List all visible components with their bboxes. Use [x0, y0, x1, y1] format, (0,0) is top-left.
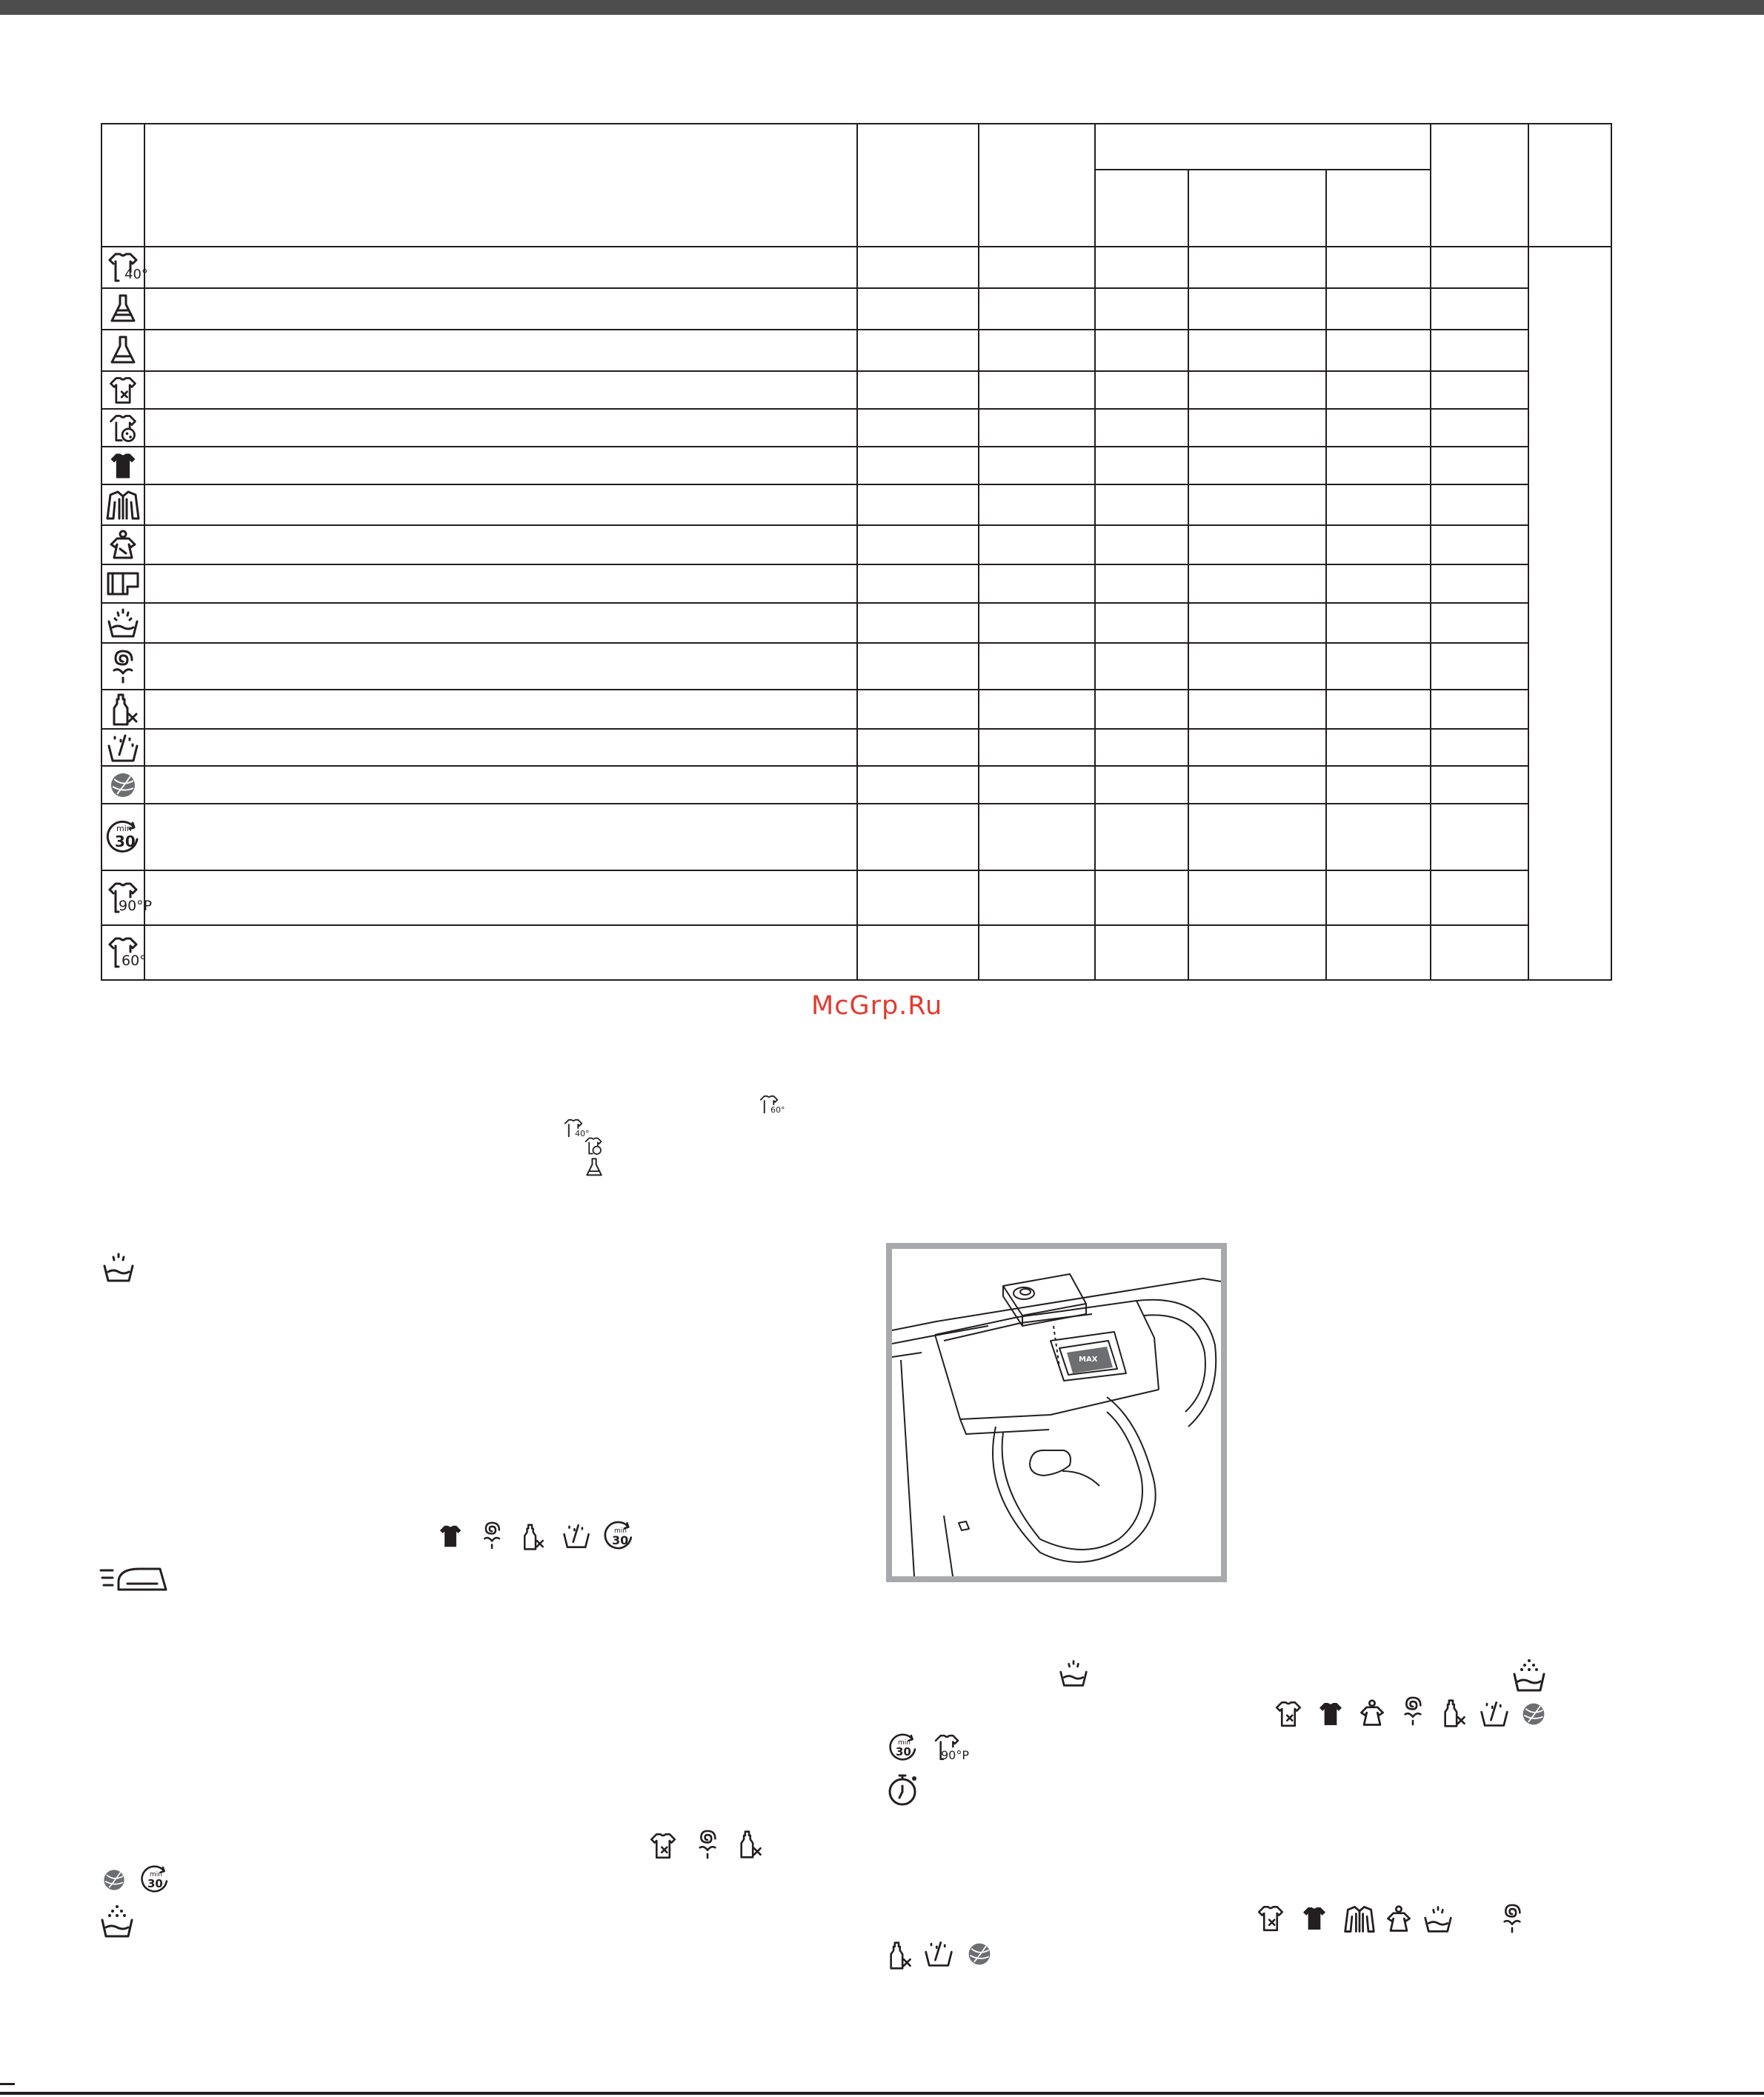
iron-steam-icon	[98, 1561, 169, 1597]
min30-icon	[602, 1518, 636, 1553]
shirt-40-label: 40°	[124, 267, 148, 282]
hand-wash-icon	[1421, 1904, 1455, 1935]
timer-icon	[885, 1770, 922, 1809]
towels-icon	[102, 565, 144, 602]
baby-bottle-icon	[733, 1825, 765, 1864]
flask-icon	[102, 330, 144, 370]
table-row-line	[101, 803, 1529, 804]
max-label: MAX	[1079, 1356, 1098, 1364]
dress-icon	[1382, 1901, 1415, 1938]
shirt-90p-label: 90°P	[941, 1748, 970, 1762]
table-col-line	[1325, 169, 1327, 981]
shirt-dirt-icon	[581, 1135, 606, 1157]
spiral-icon	[692, 1824, 723, 1865]
table-col-line	[144, 123, 145, 981]
shirt-60-icon	[102, 926, 147, 979]
table-col-line	[1094, 123, 1096, 981]
dark-shirt-icon	[102, 447, 144, 484]
shirt-stain-icon	[1254, 1902, 1288, 1935]
table-row-line	[101, 524, 1529, 526]
table-row-line	[101, 642, 1529, 644]
shirt-90p-label: 90°P	[119, 898, 153, 914]
wool-ball-icon	[965, 1939, 994, 1969]
table-row-line	[101, 870, 1529, 871]
wool-ball-icon	[99, 1865, 129, 1895]
hand-wash-icon	[102, 604, 144, 642]
min-label: min	[898, 1739, 911, 1747]
prewash-icon	[98, 1901, 136, 1941]
spiral-icon	[102, 644, 144, 689]
table-row-line	[101, 446, 1529, 447]
dress-icon	[1356, 1695, 1388, 1732]
table-border-right	[1611, 123, 1612, 981]
min-label: min	[614, 1527, 627, 1535]
min30-icon	[886, 1730, 920, 1764]
sparkle-wash-icon	[102, 730, 144, 765]
small-60-label: 60°	[770, 1105, 785, 1115]
shirt-90p-icon	[926, 1729, 968, 1766]
shirt-dirt-icon	[102, 410, 144, 446]
t30-label: 30	[115, 833, 136, 850]
wool-ball-icon	[102, 767, 144, 803]
dark-shirt-icon	[436, 1520, 465, 1553]
t30-label: 30	[612, 1533, 629, 1547]
min30-icon	[138, 1862, 172, 1896]
table-row-line	[101, 408, 1529, 410]
baby-bottle-icon	[883, 1936, 914, 1975]
table-col-line	[1430, 123, 1431, 981]
bottom-tick	[0, 2083, 15, 2085]
baby-bottle-icon	[102, 690, 144, 728]
t30-label: 30	[147, 1877, 163, 1890]
small-40-label: 40°	[575, 1129, 590, 1138]
table-col-line	[978, 123, 979, 981]
min30-icon	[102, 804, 144, 870]
table-row-line	[101, 484, 1529, 485]
spiral-icon	[1497, 1898, 1528, 1939]
table-row-line	[101, 564, 1529, 565]
shirt-stain-icon	[646, 1830, 680, 1862]
dark-shirt-icon	[1314, 1698, 1347, 1730]
sparkle-wash-icon	[922, 1936, 956, 1970]
min-label: min	[116, 824, 132, 833]
watermark-text: McGrp.Ru	[811, 991, 943, 1021]
sparkle-wash-icon	[1477, 1696, 1511, 1730]
table-col-line	[856, 123, 858, 981]
wool-ball-icon	[1519, 1699, 1548, 1729]
hand-wash-icon	[99, 1249, 138, 1286]
shirts-icon	[102, 485, 144, 524]
t30-label: 30	[896, 1745, 911, 1758]
shirt-stain-icon	[102, 372, 144, 408]
table-header-line	[101, 246, 1612, 247]
dark-shirt-icon	[1298, 1902, 1331, 1935]
table-row-line	[101, 287, 1529, 289]
table-row-line	[101, 370, 1529, 372]
detergent-drawer-figure	[886, 1243, 1227, 1582]
table-row-line	[101, 765, 1529, 767]
min-label: min	[150, 1871, 162, 1878]
flask-icon	[102, 289, 144, 329]
shirt-90p-icon	[102, 871, 153, 924]
prewash-icon	[1510, 1655, 1548, 1695]
shirt-60-icon	[756, 1092, 785, 1117]
table-row-line	[101, 329, 1529, 330]
baby-bottle-icon	[517, 1518, 547, 1556]
spiral-icon	[1397, 1690, 1428, 1732]
table-col-line	[1188, 169, 1189, 981]
shirt-stain-icon	[1271, 1698, 1305, 1730]
table-row-line	[101, 602, 1529, 604]
dress-icon	[102, 526, 144, 564]
hand-wash-icon	[1056, 1658, 1091, 1689]
shirt-60-label: 60°	[122, 953, 147, 969]
table-row-line	[101, 689, 1529, 690]
table-row-line	[101, 924, 1529, 926]
flask-icon	[582, 1156, 606, 1179]
table-header-subline	[1094, 169, 1431, 170]
spiral-icon	[477, 1516, 507, 1556]
bottom-rule	[0, 2092, 1764, 2095]
baby-bottle-icon	[1437, 1695, 1468, 1732]
table-row-line	[101, 728, 1529, 730]
top-bar	[0, 0, 1764, 15]
table-col-line	[1528, 123, 1529, 981]
shirt-40-icon	[102, 247, 148, 287]
shirts-icon	[1341, 1902, 1378, 1936]
sparkle-wash-icon	[560, 1518, 593, 1553]
